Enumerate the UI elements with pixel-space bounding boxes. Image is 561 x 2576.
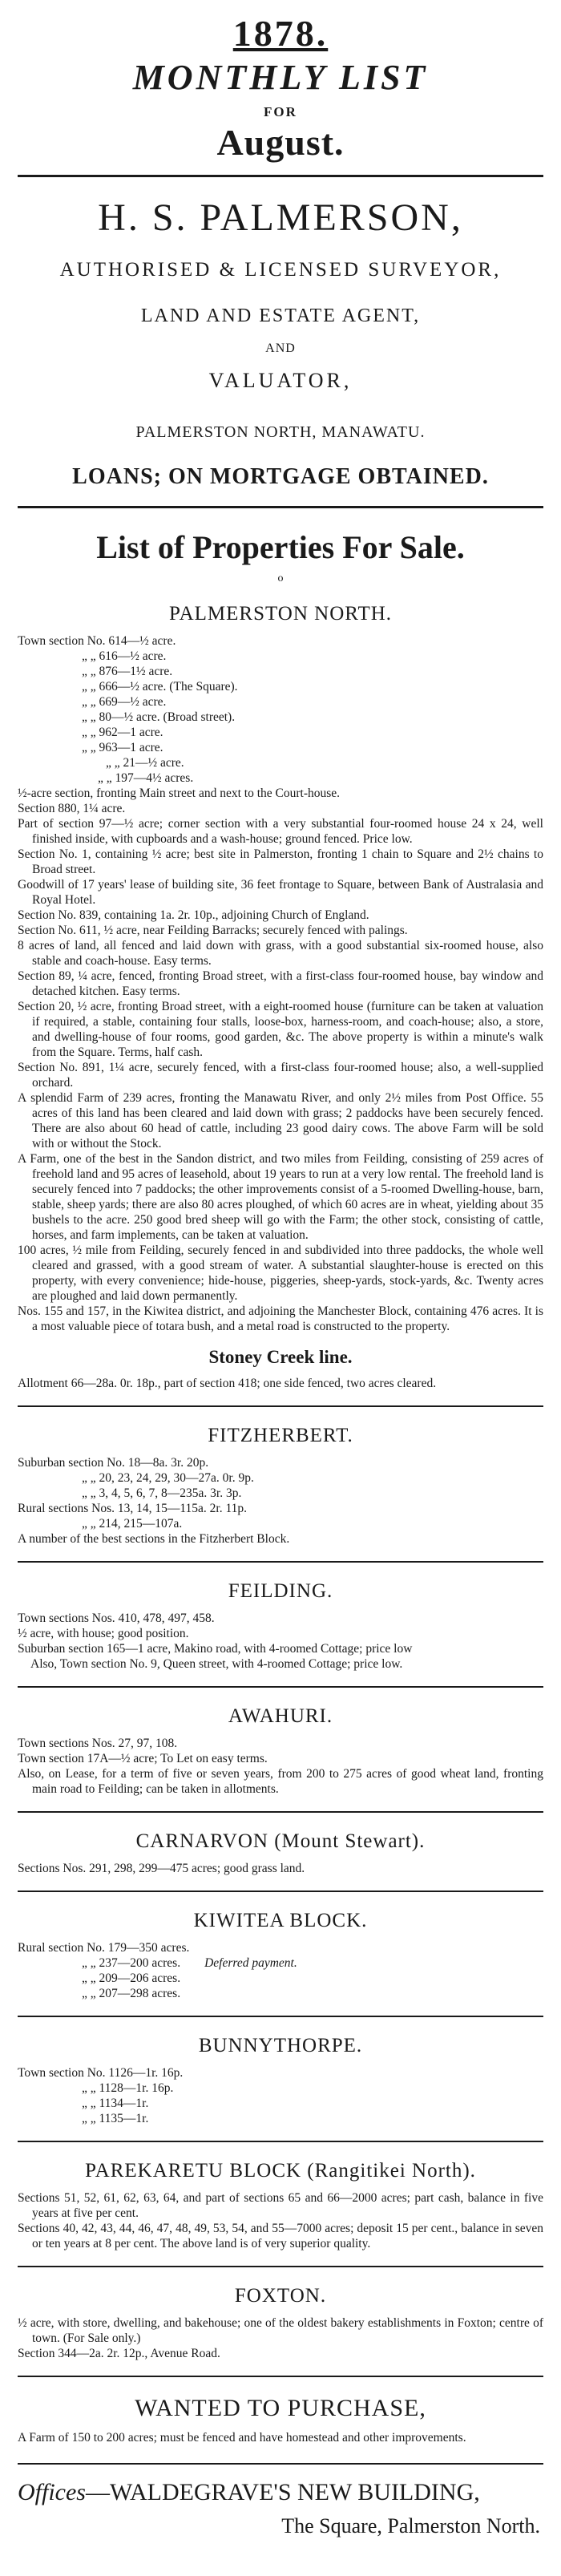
list-item: Rural section No. 179—350 acres. [18,1941,190,1955]
section-heading-parekaretu: PAREKARETU BLOCK (Rangitikei North). [85,2160,476,2182]
list-item: „ „ 3, 4, 5, 6, 7, 8—235a. 3r. 3p. [82,1486,242,1500]
list-item: Sections 51, 52, 61, 62, 63, 64, and part of sections 65 and 66—2000 acres; part cash, balance in five years at five per cent. [18,2191,543,2220]
subheading-stoney-creek: Stoney Creek line. [208,1347,353,1367]
section-heading-fitzherbert: FITZHERBERT. [208,1425,353,1446]
list-item: Also, on Lease, for a term of five or seven years, from 200 to 275 acres of good wheat land, fronting main road to Feilding; can be taken in allotments. [18,1767,543,1796]
palmerston-listings [18,633,543,1334]
stoney-creek-listings [18,1376,543,1391]
deferred-payment-note: Deferred payment. [204,1956,297,1970]
firm-title-land-agent: LAND AND ESTATE AGENT, [140,305,421,326]
month-heading: August. [216,122,345,163]
list-item [18,1955,543,1971]
list-item: Suburban section No. 18—8a. 3r. 20p. [18,1456,209,1470]
section-divider [18,2266,543,2267]
list-item: Town sections Nos. 27, 97, 108. [18,1737,178,1750]
year-heading: 1878. [232,13,329,54]
list-item: Goodwill of 17 years' lease of building site, 36 feet frontage to Square, between Bank of Australasia and Royal Hotel. [18,878,543,907]
section-divider [18,2376,543,2377]
list-item: „ „ 21—½ acre. [106,756,184,770]
firm-block [18,195,543,442]
section-divider [18,1811,543,1813]
section-heading-carnarvon: CARNARVON (Mount Stewart). [135,1830,426,1852]
list-item: Town section No. 1126—1r. 16p. [18,2066,184,2080]
offices-line [18,2463,543,2506]
list-item: „ „ 20, 23, 24, 29, 30—27a. 0r. 9p. [82,1471,254,1485]
fitzherbert-listings [18,1455,543,1547]
section-divider [18,1891,543,1892]
list-item: „ „ 1134—1r. [82,2097,149,2110]
list-item: Section 20, ½ acre, fronting Broad street, with a eight-roomed house (furniture can be taken at valuation if required, a stable, containing four stalls, loose-box, harness-room, and coach-house; also, a store, and dwelling-house of four rooms, good garden, &c. The above property is within a minute's walk from the Square. Terms, half cash. [18,1000,543,1059]
list-item: „ „ 616—½ acre. [82,649,167,663]
list-item: A splendid Farm of 239 acres, fronting the Manawatu River, and only 2½ miles from Post Office. 55 acres of this land has been cleared and laid down with grass; 2 paddocks have been securely fenced. There are also about 60 head of cattle, including 23 good dairy cows. The above Farm will be sold with or without the Stock. [18,1091,543,1151]
foxton-listings [18,2315,543,2361]
list-item: Suburban section 165—1 acre, Makino road, with 4-roomed Cottage; price low [18,1642,413,1656]
firm-and: AND [265,342,296,355]
list-item: „ „ 80—½ acre. (Broad street). [82,710,236,724]
list-item: Nos. 155 and 157, in the Kiwitea district, and adjoining the Manchester Block, containing 476 acres. It is a most valuable piece of totara bush, and a metal road is constructed to the property. [18,1304,543,1333]
section-divider [18,1405,543,1407]
list-item: Also, Town section No. 9, Queen street, with 4-roomed Cottage; price low. [30,1657,403,1671]
list-item: Section 89, ¼ acre, fenced, fronting Broad street, with a first-class four-roomed house, bay window and detached kitchen. Easy terms. [18,969,543,998]
list-item: ½ acre, with store, dwelling, and bakehouse; one of the oldest bakery establishments in Foxton; centre of town. (For Sale only.) [18,2316,543,2345]
wanted-listings [18,2430,543,2445]
list-item: ½ acre, with house; good position. [18,1627,189,1640]
section-divider [18,1561,543,1563]
list-item: „ „ 1128—1r. 16p. [82,2081,174,2095]
section-heading-foxton: FOXTON. [234,2285,327,2307]
list-item: Town sections Nos. 410, 478, 497, 458. [18,1612,215,1625]
list-item: „ „ 209—206 acres. [82,1971,181,1985]
parekaretu-listings [18,2190,543,2251]
bunnythorpe-listings [18,2065,543,2126]
list-item: Part of section 97—½ acre; corner section with a very substantial four-roomed house 24 x 24, well finished inside, with cupboards and a wash-house; ground fenced. Price low. [18,817,543,846]
section-heading-awahuri: AWAHURI. [228,1705,333,1727]
list-item: A Farm of 150 to 200 acres; must be fenced and have homestead and other improvements. [18,2431,466,2445]
list-item: Town section 17A—½ acre; To Let on easy terms. [18,1752,268,1765]
list-item: Section No. 611, ½ acre, near Feilding Barracks; securely fenced with palings. [18,924,408,937]
masthead-divider [18,175,543,177]
list-item: 8 acres of land, all fenced and laid down with grass, with a good substantial six-roomed house, also stable and coach-house. Easy terms. [18,939,543,968]
section-heading-palmerston: PALMERSTON NORTH. [168,603,393,625]
monthly-list-title: MONTHLY LIST [132,58,429,97]
list-item: Town section No. 614—½ acre. [18,634,176,648]
list-item: Section No. 891, 1¼ acre, securely fenced, with a first-class four-roomed house; also, a well-supplied orchard. [18,1061,543,1090]
feilding-listings [18,1611,543,1672]
ornament-divider: o [277,572,284,584]
list-item: „ „ 207—298 acres. [82,1987,181,2000]
list-item: Section No. 839, containing 1a. 2r. 10p., adjoining Church of England. [18,908,369,922]
section-divider [18,1686,543,1688]
firm-title-surveyor: AUTHORISED & LICENSED SURVEYOR, [59,259,502,281]
list-item: „ „ 214, 215—107a. [82,1517,183,1531]
list-item: Sections 40, 42, 43, 44, 46, 47, 48, 49, 53, 54, and 55—7000 acres; deposit 15 per cent., balance in seven or ten years at 8 per cent. The above land is of very superior quality. [18,2222,543,2250]
kiwitea-listings [18,1940,543,2001]
offices-building: —WALDEGRAVE'S NEW BUILDING, [85,2479,480,2505]
firm-town: PALMERSTON NORTH, MANAWATU. [135,423,426,441]
list-item: Rural sections Nos. 13, 14, 15—115a. 2r. 11p. [18,1502,248,1515]
offices-label: Offices [18,2479,86,2505]
masthead [18,11,543,165]
list-item: „ „ 963—1 acre. [82,741,163,754]
firm-name: H. S. PALMERSON, [98,196,463,239]
list-title: List of Properties For Sale. [96,529,465,565]
list-item: Sections Nos. 291, 298, 299—475 acres; good grass land. [18,1862,305,1875]
list-item: Allotment 66—28a. 0r. 18p., part of section 418; one side fenced, two acres cleared. [18,1377,437,1390]
firm-title-valuator: VALUATOR, [208,369,353,392]
offices-address: The Square, Palmerston North. [281,2514,540,2538]
list-item: „ „ 962—1 acre. [82,726,163,739]
list-item: „ „ 1135—1r. [82,2112,149,2125]
list-item-text: „ „ 237—200 acres. [82,1956,181,1970]
section-heading-kiwitea: KIWITEA BLOCK. [193,1910,368,1931]
list-item: „ „ 666—½ acre. (The Square). [82,680,238,694]
carnarvon-listings [18,1861,543,1876]
list-item: „ „ 669—½ acre. [82,695,167,709]
wanted-heading: WANTED TO PURCHASE, [135,2395,426,2421]
list-item: Section No. 1, containing ½ acre; best site in Palmerston, fronting 1 chain to Square and 2½ chains to Broad street. [18,847,543,876]
section-divider [18,2016,543,2017]
awahuri-listings [18,1736,543,1797]
for-label: FOR [264,104,297,119]
list-item: A number of the best sections in the Fitzherbert Block. [18,1532,290,1546]
list-item: Section 344—2a. 2r. 12p., Avenue Road. [18,2347,220,2360]
list-item: ½-acre section, fronting Main street and next to the Court-house. [18,787,341,800]
list-item: „ „ 876—1½ acre. [82,665,173,678]
loans-banner: LOANS; ON MORTGAGE OBTAINED. [18,464,543,508]
section-heading-feilding: FEILDING. [228,1580,333,1602]
list-item: 100 acres, ½ mile from Feilding, securely fenced in and subdivided into three paddocks, the whole well cleared and grassed, with a good stream of water. A substantial slaughter-house is erected on this property, with every convenience; hide-house, piggeries, sheep-yards, stock-yards, &c. Twenty acres are ploughed and laid down permanently. [18,1244,543,1303]
section-heading-bunnythorpe: BUNNYTHORPE. [198,2035,363,2056]
list-item: Section 880, 1¼ acre. [18,802,126,815]
section-divider [18,2141,543,2142]
list-item: „ „ 197—4½ acres. [98,771,194,785]
list-item: A Farm, one of the best in the Sandon district, and two miles from Feilding, consisting of 259 acres of freehold land and 95 acres of leasehold, about 19 years to run at a very low rental. The freehold land is securely fenced into 7 paddocks; the other improvements consist of a 5-roomed Dwelling-house, barn, stable, sheep yards; there are also 80 acres ploughed, of which 60 acres are in wheat, yielding about 35 bushels to the acre. 250 good bred sheep will go with the Farm; the other stock, consisting of cattle, horses, and farm implements, can be taken at valuation. [18,1152,543,1242]
